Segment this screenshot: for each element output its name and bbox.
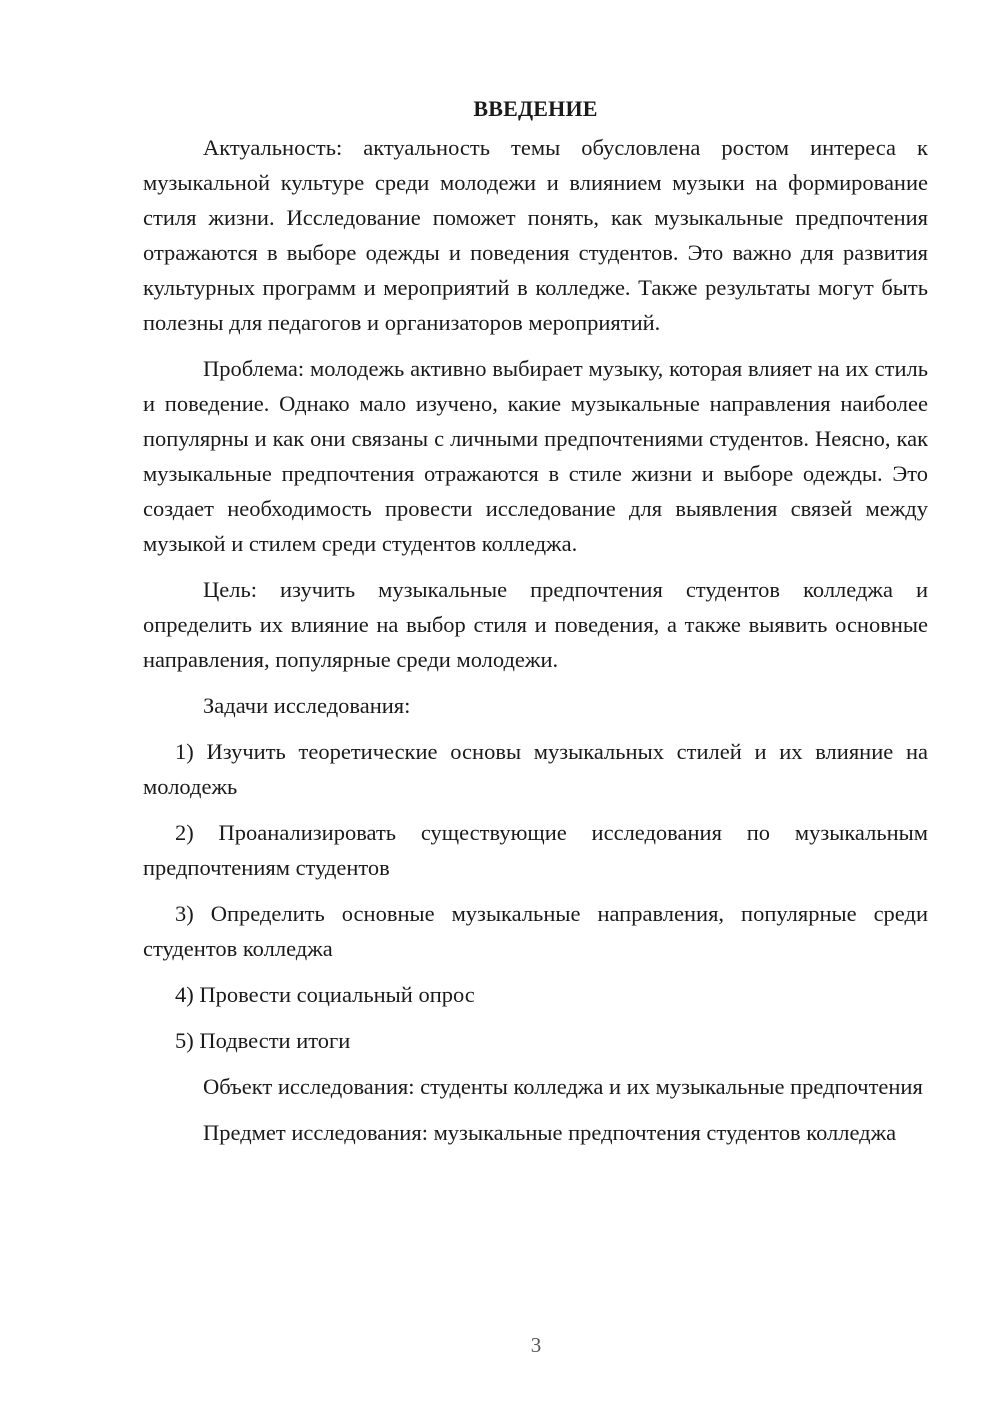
document-page <box>143 94 928 1161</box>
task-item-3: 3) Определить основные музыкальные направления, популярные среди студентов колледжа <box>143 901 928 961</box>
section-heading: ВВЕДЕНИЕ <box>473 96 598 121</box>
task-item-5: 5) Подвести итоги <box>175 1028 351 1053</box>
task-item-1: 1) Изучить теоретические основы музыкальных стилей и их влияние на молодежь <box>143 739 928 799</box>
task-item-2: 2) Проанализировать существующие исследования по музыкальным предпочтениям студентов <box>143 820 928 880</box>
tasks-heading: Задачи исследования: <box>203 693 411 718</box>
paragraph-problem: Проблема: молодежь активно выбирает музыку, которая влияет на их стиль и поведение. Однако мало изучено, какие музыкальные направления наиболее популярны и как они связаны с личными предпочтениями студентов. Неясно, как музыкальные предпочтения отражаются в стиле жизни и выборе одежды. Это создает необходимость провести исследование для выявления связей между музыкой и стилем среди студентов колледжа. <box>143 356 928 556</box>
task-item-4: 4) Провести социальный опрос <box>175 982 475 1007</box>
page-number: 3 <box>530 1333 542 1357</box>
paragraph-object: Объект исследования: студенты колледжа и их музыкальные предпочтения <box>203 1074 923 1099</box>
paragraph-relevance: Актуальность: актуальность темы обусловлена ростом интереса к музыкальной культуре среди молодежи и влиянием музыки на формирование стиля жизни. Исследование поможет понять, как музыкальные предпочтения отражаются в выборе одежды и поведения студентов. Это важно для развития культурных программ и мероприятий в колледже. Также результаты могут быть полезны для педагогов и организаторов мероприятий. <box>143 135 928 335</box>
paragraph-goal: Цель: изучить музыкальные предпочтения студентов колледжа и определить их влияние на выбор стиля и поведения, а также выявить основные направления, популярные среди молодежи. <box>143 577 928 672</box>
paragraph-subject: Предмет исследования: музыкальные предпочтения студентов колледжа <box>203 1120 897 1145</box>
